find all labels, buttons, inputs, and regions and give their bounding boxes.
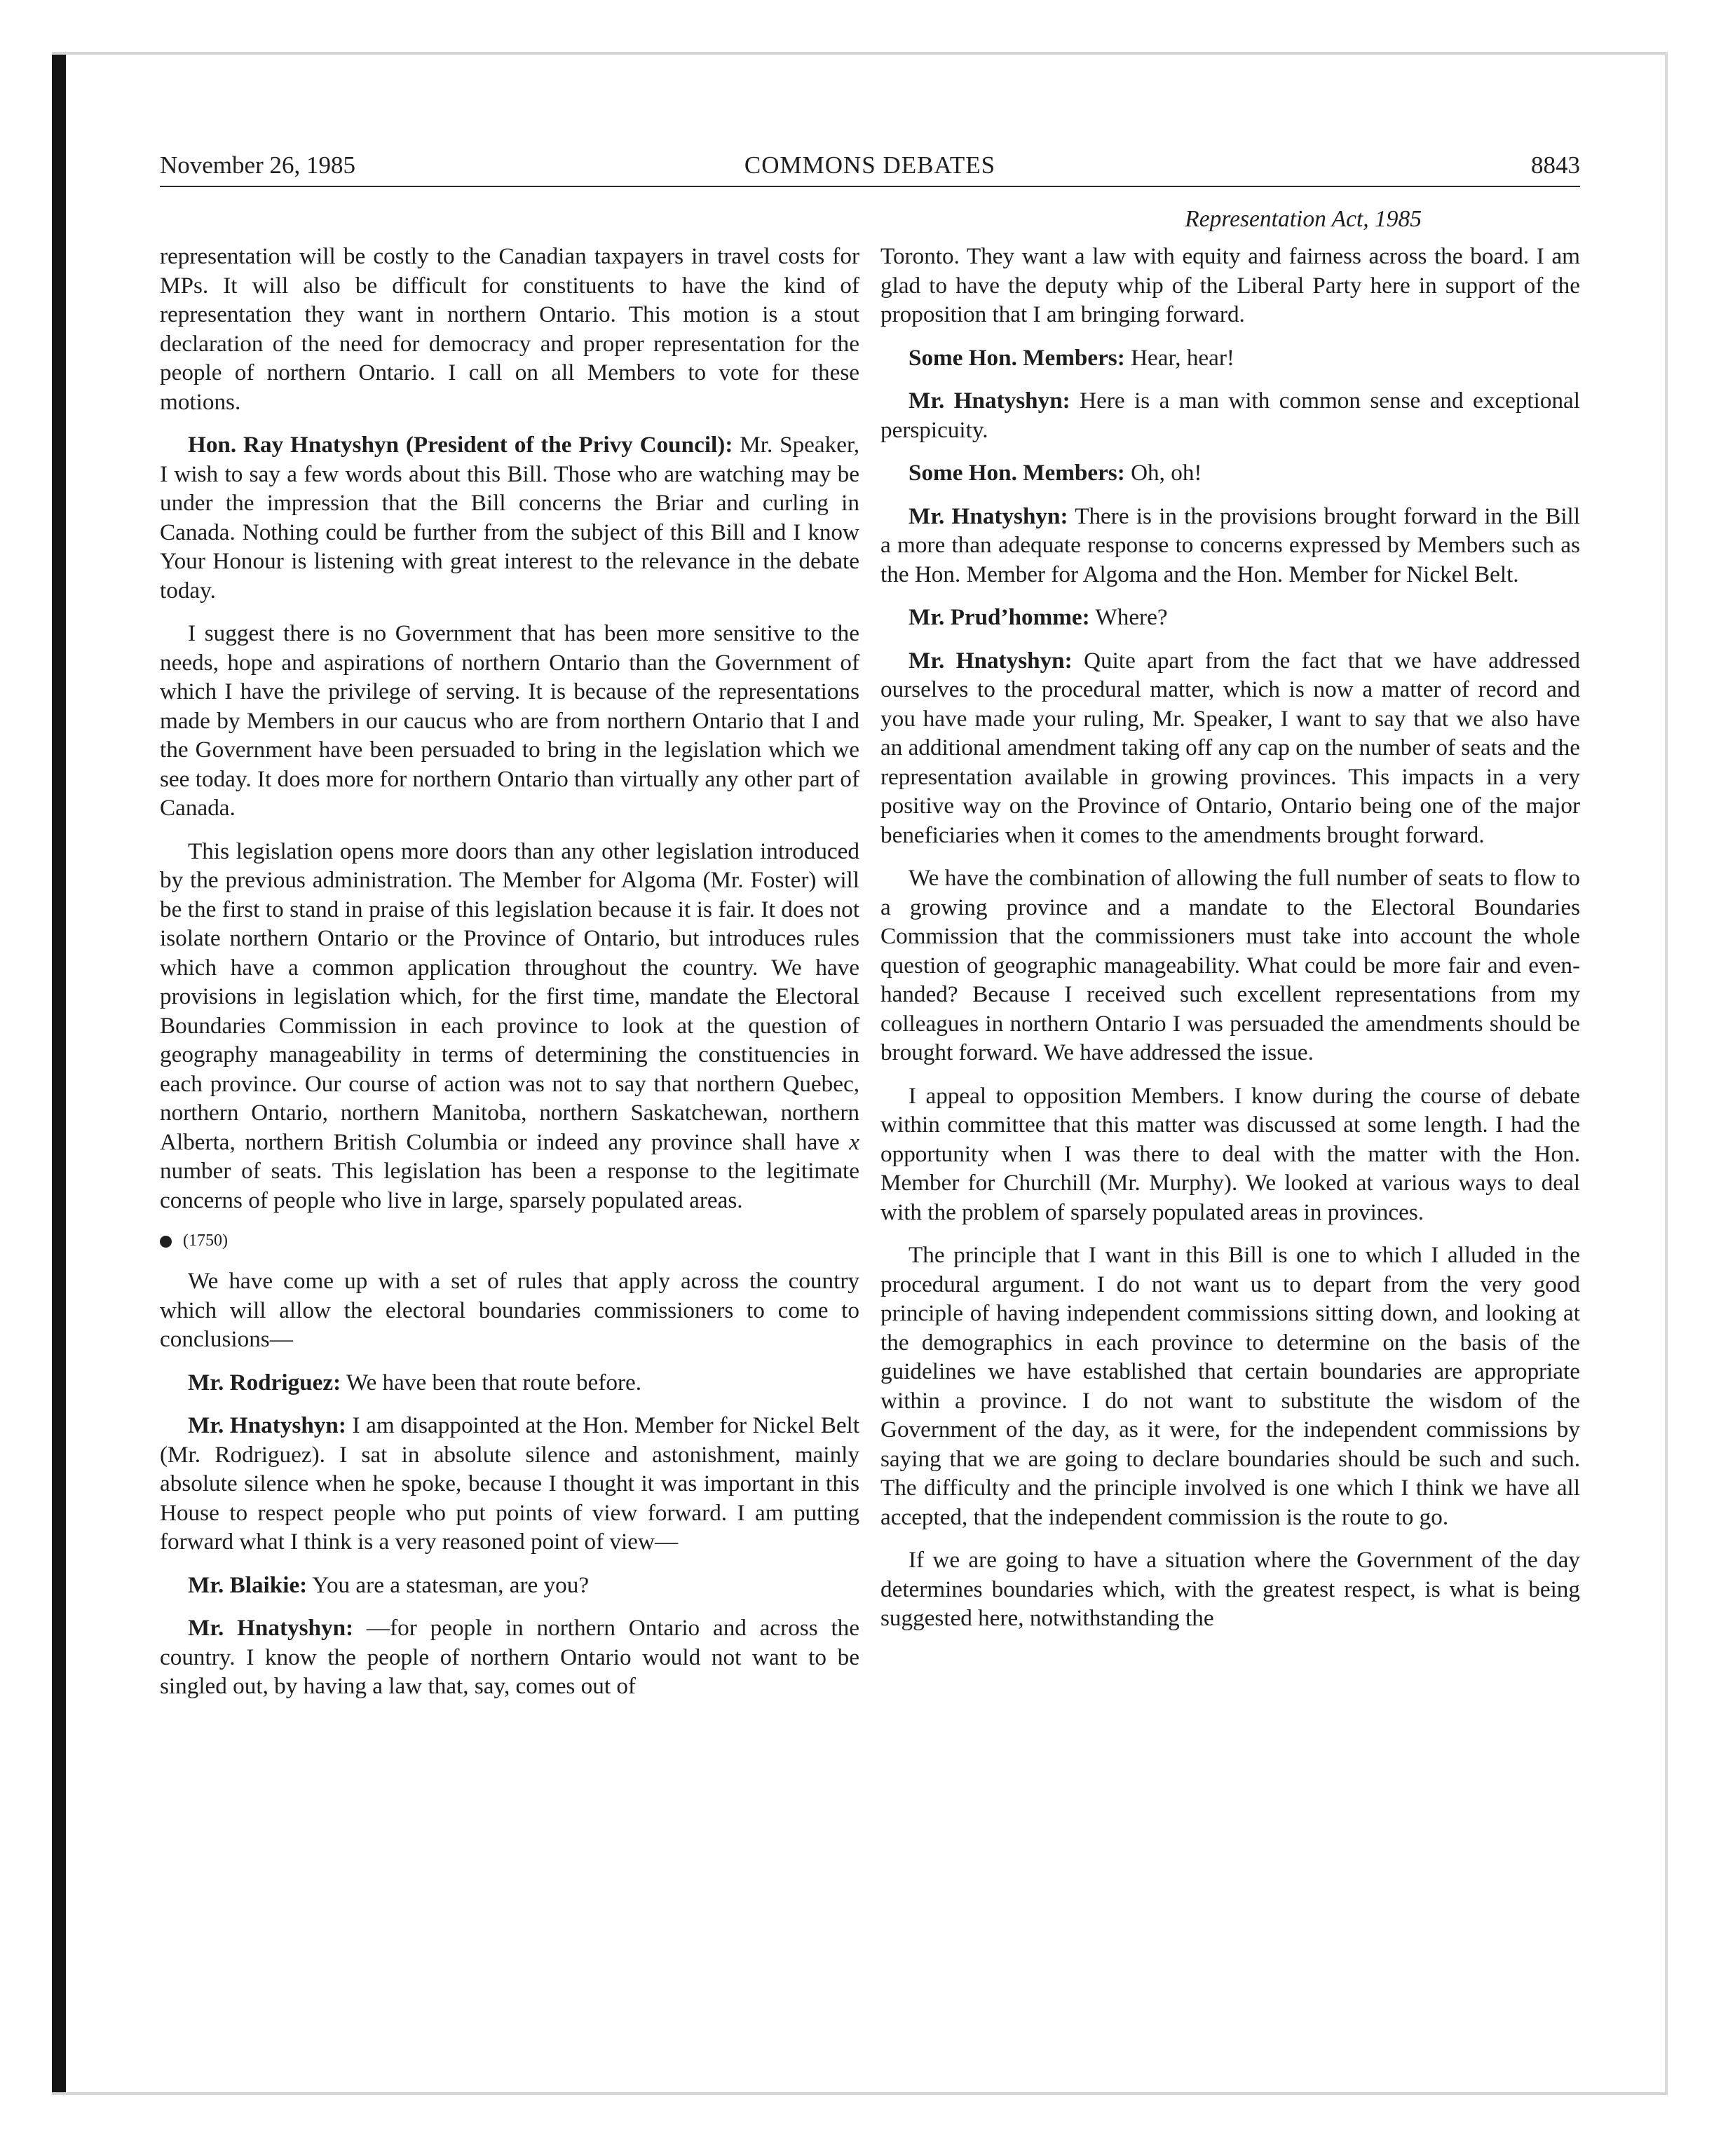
left-column <box>160 242 859 1701</box>
speech-text: Mr. Speaker, I wish to say a few words about this Bill. Those who are watching may be under the impression that the Bill concerns the Briar and curling in Canada. Nothing could be further from the subject of this Bill and I know Your Honour is listening with great interest to the relevance in the debate today. <box>160 432 859 603</box>
speech-text: —for people in northern Ontario and across the country. I know the people of northern Ontario would not want to be singled out, by having a law that, say, comes out of <box>160 1615 859 1699</box>
paragraph: If we are going to have a situation where the Government of the day determines boundaries which, with the greatest respect, is what is being suggested here, notwithstanding the <box>880 1547 1580 1631</box>
speaker-name: Mr. Hnatyshyn: <box>188 1412 346 1438</box>
speech-paragraph <box>880 646 1580 850</box>
speech-text: Oh, oh! <box>1124 460 1202 486</box>
speaker-name: Mr. Hnatyshyn: <box>909 503 1068 529</box>
speech-text: Quite apart from the fact that we have addressed ourselves to the procedural matter, which is now a matter of record and you have made your ruling, Mr. Speaker, I want to say that we also have an additional amendment taking off any cap on the number of seats and the representation available in growing provinces. This impacts in a very positive way on the Province of Ontario, Ontario being one of the major beneficiaries when it comes to the amendments brought forward. <box>880 647 1581 848</box>
speech-paragraph <box>880 603 1580 632</box>
speech-text: I am disappointed at the Hon. Member for Nickel Belt (Mr. Rodriguez). I sat in absolute silence and astonishment, mainly absolute silence when he spoke, because I thought it was important in this House to respect people who put points of view forward. I am putting forward what I think is a very reasoned point of view— <box>160 1412 859 1555</box>
speaker-name: Hon. Ray Hnatyshyn (President of the Privy Council): <box>188 432 733 458</box>
paragraph: I appeal to opposition Members. I know during the course of debate within committee that this matter was discussed at some length. I had the opportunity when I was there to deal with the matter with the Hon. Member for Churchill (Mr. Murphy). We looked at various ways to deal with the problem of sparsely populated areas in provinces. <box>880 1082 1580 1225</box>
paragraph-text: This legislation opens more doors than any other legislation introduced by the previous administration. The Member for Algoma (Mr. Foster) will be the first to stand in praise of this legislation because it is fair. It does not isolate northern Ontario or the Province of Ontario, but introduces rules which have a common application throughout the country. We have provisions in legislation which, for the first time, mandate the Electoral Boundaries Commission in each province to look at the question of geography manageability in terms of determining the constituencies in each province. Our course of action was not to say that northern Quebec, northern Ontario, northern Manitoba, northern Saskatchewan, northern Alberta, northern British Columbia or indeed any province shall have <box>160 838 859 1155</box>
speech-paragraph <box>160 1411 859 1557</box>
speaker-name: Mr. Rodriguez: <box>188 1369 341 1396</box>
speech-text: Where? <box>1089 604 1168 630</box>
running-head <box>160 151 1580 184</box>
speech-paragraph <box>880 458 1580 488</box>
paragraph: We have come up with a set of rules that apply across the country which will allow the electoral boundaries commissioners to come to conclusions— <box>160 1268 859 1352</box>
speech-paragraph <box>160 1613 859 1701</box>
paragraph: The principle that I want in this Bill is one to which I alluded in the procedural argument. I do not want us to depart from the very good principle of having independent commissions sitting down, and looking at the demographics in each province to determine on the basis of the guidelines we have established that certain boundaries are appropriate within a province. I do not want to substitute the wisdom of the Government of the day, as it were, for the independent commissions by saying that we are going to declare boundaries should be such and such. The difficulty and the principle involved is one which I think we have all accepted, that the independent commission is the route to go. <box>880 1242 1580 1530</box>
paragraph: representation will be costly to the Canadian taxpayers in travel costs for MPs. It will also be difficult for constituents to have the kind of representation they want in northern Ontario. This motion is a stout declaration of the need for democracy and proper representation for the people of northern Ontario. I call on all Members to vote for these motions. <box>160 243 859 415</box>
speech-text: We have been that route before. <box>341 1369 642 1396</box>
speech-paragraph <box>880 386 1580 444</box>
speech-text: Here is a man with common sense and exceptional perspicuity. <box>880 388 1581 443</box>
paragraph <box>160 837 859 1215</box>
speaker-name: Some Hon. Members: <box>909 460 1125 486</box>
bullet-icon <box>160 1236 172 1248</box>
paragraph: Toronto. They want a law with equity and fairness across the board. I am glad to have the deputy whip of the Liberal Party here in support of the proposition that I am bringing forward. <box>880 243 1580 327</box>
section-subhead: Representation Act, 1985 <box>1185 206 1422 232</box>
speech-paragraph <box>160 1571 859 1600</box>
speech-paragraph <box>880 343 1580 373</box>
speech-text: There is in the provisions brought forward in the Bill a more than adequate response to concerns expressed by Members such as the Hon. Member for Algoma and the Hon. Member for Nickel Belt. <box>880 503 1580 587</box>
speaker-name: Mr. Hnatyshyn: <box>909 647 1073 674</box>
paragraph: I suggest there is no Government that has been more sensitive to the needs, hope and aspirations of northern Ontario than the Government of which I have the privilege of serving. It is because of the representations made by Members in our caucus who are from northern Ontario that I and the Government have been persuaded to bring in the legislation which we see today. It does more for northern Ontario than virtually any other part of Canada. <box>160 620 859 821</box>
variable-x: x <box>849 1128 859 1155</box>
speech-paragraph <box>880 502 1580 589</box>
speaker-name: Mr. Prud’homme: <box>909 604 1090 630</box>
header-rule <box>160 186 1580 187</box>
scan-border-bottom <box>52 2092 1668 2095</box>
paragraph: We have the combination of allowing the full number of seats to flow to a growing province and a mandate to the Electoral Boundaries Commission that the commissioners must take into account the whole question of geographic manageability. What could be more fair and even-handed? Because I received such excellent representations from my colleagues in northern Ontario I was persuaded the amendments should be brought forward. We have addressed the issue. <box>880 865 1580 1065</box>
speech-paragraph <box>160 430 859 605</box>
scan-border-right <box>1665 52 1668 2095</box>
speaker-name: Some Hon. Members: <box>909 344 1125 371</box>
right-column <box>880 242 1580 1633</box>
scan-border-left <box>52 52 66 2095</box>
header-date: November 26, 1985 <box>160 151 355 179</box>
speech-text: Hear, hear! <box>1124 344 1234 371</box>
scan-border-top <box>52 52 1668 55</box>
time-marker <box>160 1230 859 1251</box>
time-marker-label: (1750) <box>183 1231 228 1250</box>
speaker-name: Mr. Hnatyshyn: <box>188 1615 354 1641</box>
header-publication: COMMONS DEBATES <box>744 151 996 179</box>
speech-text: You are a statesman, are you? <box>307 1571 590 1598</box>
speech-paragraph <box>160 1368 859 1398</box>
header-page-number: 8843 <box>1531 151 1580 179</box>
speaker-name: Mr. Hnatyshyn: <box>909 388 1070 414</box>
paragraph-text-end: number of seats. This legislation has been a response to the legitimate concerns of people who live in large, sparsely populated areas. <box>160 1158 859 1213</box>
speaker-name: Mr. Blaikie: <box>188 1571 308 1598</box>
